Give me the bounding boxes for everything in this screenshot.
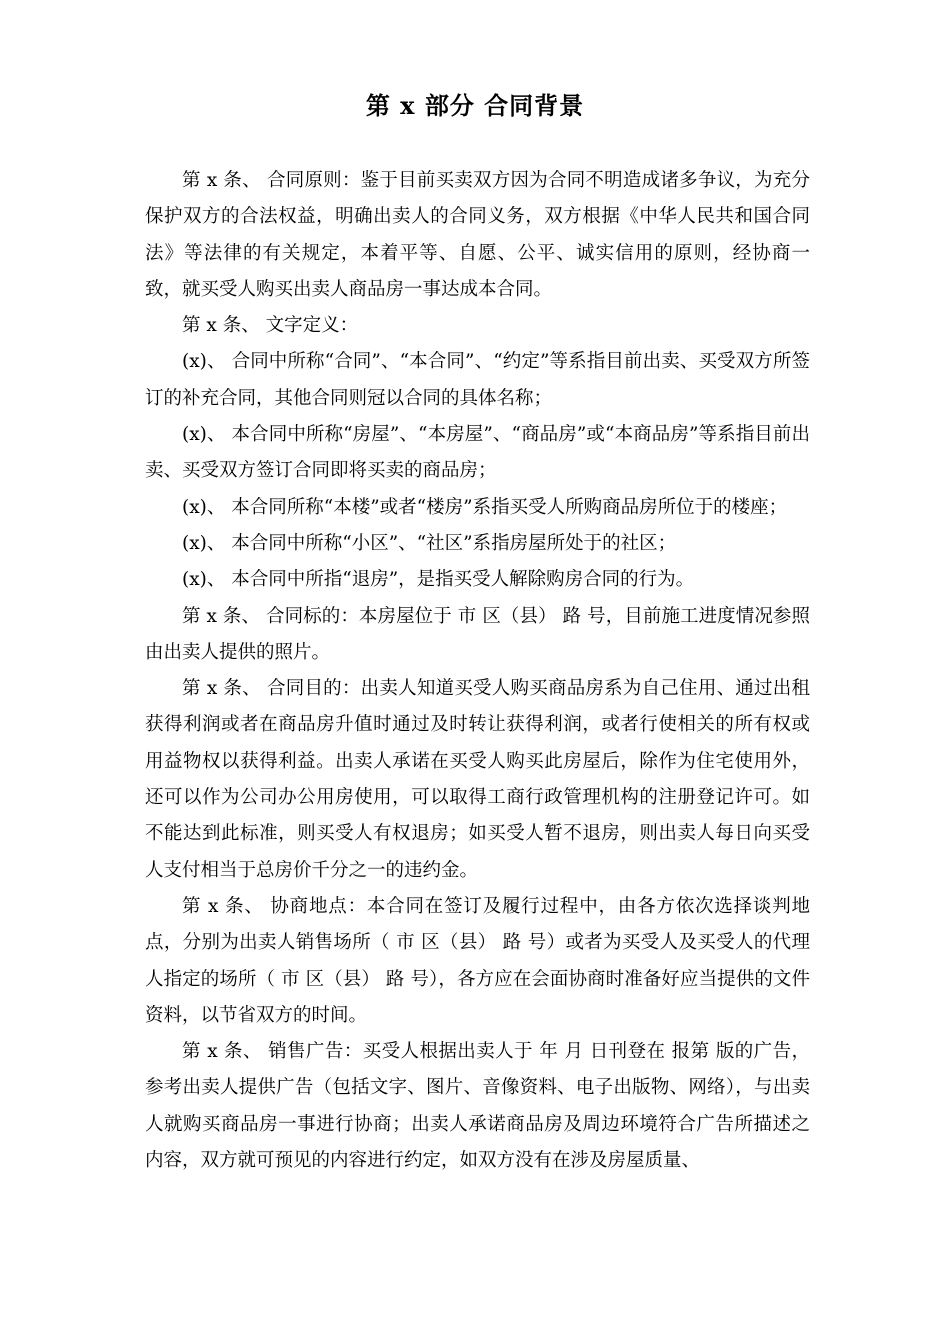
paragraph-definition-building: (x)、 本合同所称“本楼”或者“楼房”系指买受人所购商品房所位于的楼座； [182,496,788,518]
paragraph-definition-community: (x)、 本合同中所称“小区”、“社区”系指房屋所处于的社区； [182,532,677,554]
paragraph-definition-contract: (x)、 合同中所称“合同”、“本合同”、“约定”等系指目前出卖、买受双方所签订的补充合同，其他合同则冠以合同的具体名称； [145,351,810,409]
paragraph-definition-return: (x)、 本合同中所指“退房”，是指买受人解除购房合同的行为。 [182,569,695,591]
paragraph-definitions-heading: 第 x 条、 文字定义： [182,315,359,337]
page-title: 第 x 部分 合同背景 [365,91,585,120]
paragraph-sales-advertising: 第 x 条、 销售广告：买受人根据出卖人于 年 月 日刊登在 报第 版的广告，参考出卖人提供广告（包括文字、图片、音像资料、电子出版物、网络），与出卖人就购买商品房一事进行协商；出卖人承诺商品房及周边环境符合广告所描述之内容，双方就可预见的内容进行约定，如双方没有在涉及房屋质量、 [145,1041,810,1172]
paragraph-contract-purpose: 第 x 条、 合同目的：出卖人知道买受人购买商品房系为自己住用、通过出租获得利润或者在商品房升值时通过及时转让获得利润，或者行使相关的所有权或用益物权以获得利益。出卖人承诺在买受人购买此房屋后，除作为住宅使用外，还可以作为公司办公用房使用，可以取得工商行政管理机构的注册登记许可。如不能达到此标准，则买受人有权退房；如买受人暂不退房，则出卖人每日向买受人支付相当于总房价千分之一的违约金。 [145,678,810,881]
paragraph-definition-house: (x)、 本合同中所称“房屋”、“本房屋”、“商品房”或“本商品房”等系指目前出卖、买受双方签订合同即将买卖的商品房； [145,424,810,482]
paragraph-contract-subject: 第 x 条、 合同标的：本房屋位于 市 区（县） 路 号，目前施工进度情况参照由出卖人提供的照片。 [145,605,810,663]
paragraph-negotiation-venue: 第 x 条、 协商地点：本合同在签订及履行过程中，由各方依次选择谈判地点，分别为出卖人销售场所（ 市 区（县） 路 号）或者为买受人及买受人的代理人指定的场所（ 市 区（县） 路 号），各方应在会面协商时准备好应当提供的文件资料，以节省双方的时间。 [145,895,810,1026]
paragraph-contract-principle: 第 x 条、 合同原则：鉴于目前买卖双方因为合同不明造成诸多争议，为充分保护双方的合法权益，明确出卖人的合同义务，双方根据《中华人民共和国合同法》等法律的有关规定，本着平等、自愿、公平、诚实信用的原则，经协商一致，就买受人购买出卖人商品房一事达成本合同。 [145,170,810,300]
document-body [145,163,810,1179]
